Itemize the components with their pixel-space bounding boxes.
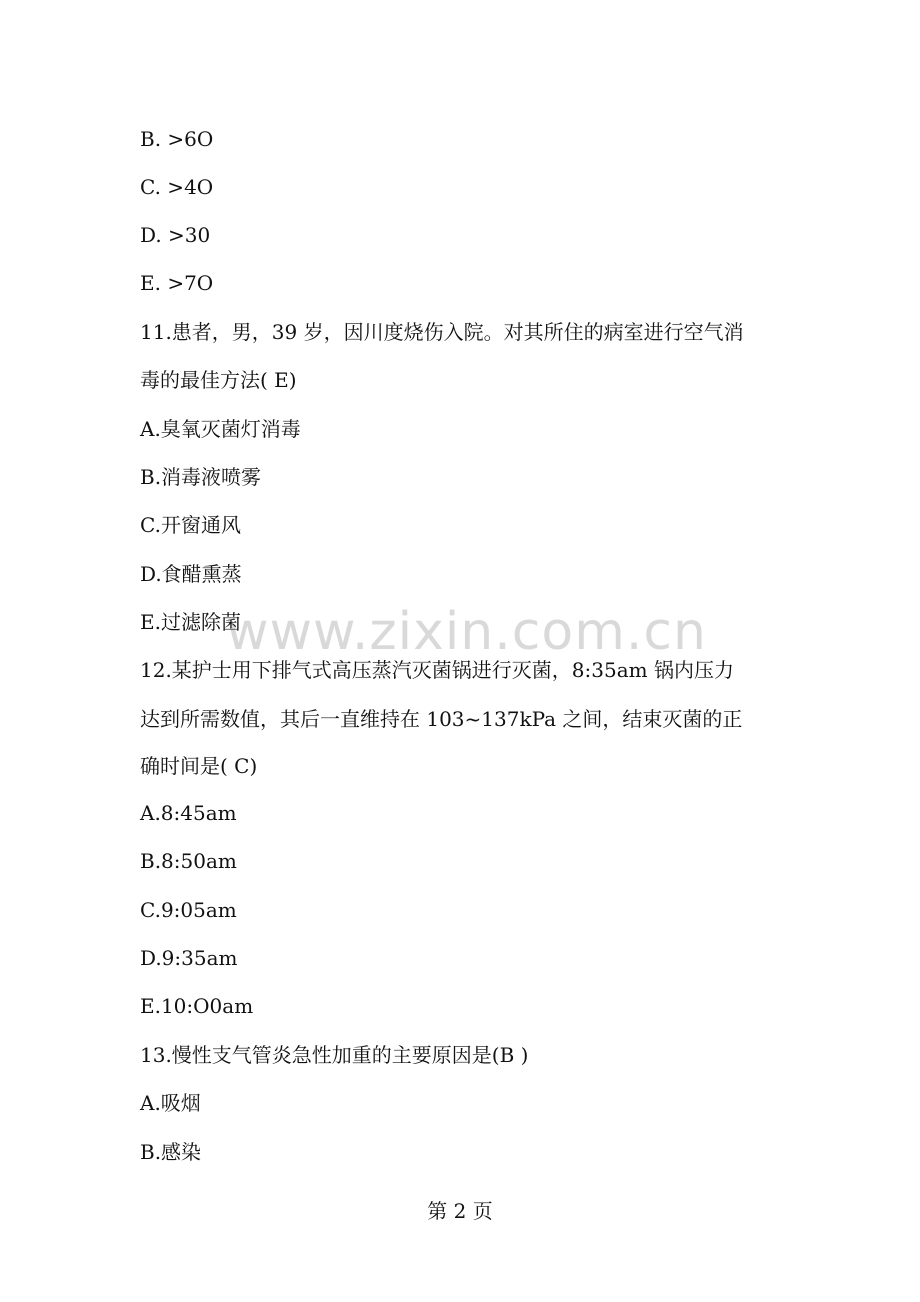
q12-stem-line-1: 12.某护士用下排气式高压蒸汽灭菌锅进行灭菌，8:35am 锅内压力 (140, 658, 734, 682)
q12-stem-line-3: 确时间是( C) (140, 754, 258, 778)
q11-option-d: D.食醋熏蒸 (140, 562, 242, 586)
q10-option-d: D. >30 (140, 223, 211, 247)
q11-stem-line-2: 毒的最佳方法( E) (140, 368, 297, 392)
q10-option-b: B. >6O (140, 127, 214, 151)
q13-stem-line-1: 13.慢性支气管炎急性加重的主要原因是(B ) (140, 1043, 529, 1067)
q13-option-b: B.感染 (140, 1140, 202, 1164)
q11-option-b: B.消毒液喷雾 (140, 465, 262, 489)
q12-option-b: B.8:50am (140, 849, 237, 873)
q10-option-c: C. >4O (140, 175, 214, 199)
q11-option-c: C.开窗通风 (140, 513, 241, 537)
q13-option-a: A.吸烟 (140, 1091, 201, 1115)
watermark: www.zixin.com.cn (226, 602, 707, 662)
q12-option-e: E.10:O0am (140, 994, 254, 1018)
q11-stem-line-1: 11.患者，男，39 岁，因川度烧伤入院。对其所住的病室进行空气消 (140, 320, 744, 344)
q12-stem-line-2: 达到所需数值，其后一直维持在 103~137kPa 之间，结束灭菌的正 (140, 707, 743, 731)
q10-option-e: E. >7O (140, 271, 214, 295)
q11-option-e: E.过滤除菌 (140, 610, 241, 634)
q12-option-a: A.8:45am (140, 801, 237, 825)
q11-option-a: A.臭氧灭菌灯消毒 (140, 417, 301, 441)
q12-option-c: C.9:05am (140, 898, 237, 922)
q12-option-d: D.9:35am (140, 946, 238, 970)
page-number: 第 2 页 (427, 1199, 493, 1223)
